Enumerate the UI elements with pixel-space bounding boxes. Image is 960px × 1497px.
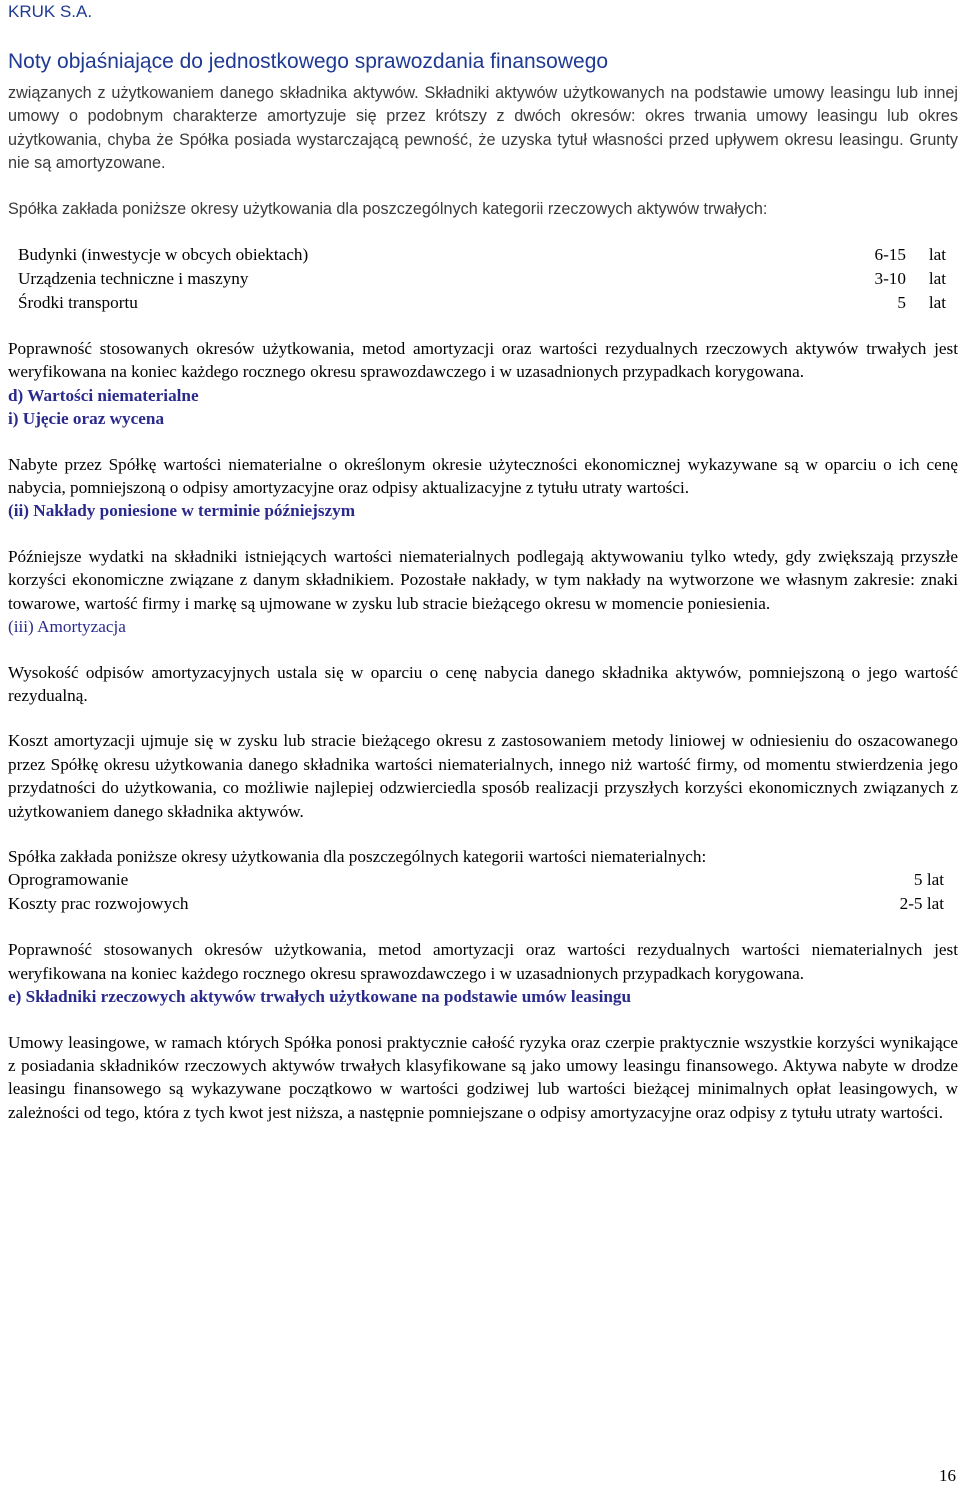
paragraph-depreciation-leasing: związanych z użytkowaniem danego składnika aktywów. Składniki aktywów użytkowanych na podstawie umowy leasingu lub innej umowy o podobnym charakterze amortyzuje się przez krótszy z dwóch okresów: okres trwania umowy leasingu lub okres użytkowania, chyba że Spółka posiada wystarczającą pewność, że uzyska tytuł własności przed upływem okresu leasingu. Grunty nie są amortyzowane. (8, 84, 958, 173)
paragraph-intangibles-periods-intro: Spółka zakłada poniższe okresy użytkowania dla poszczególnych kategorii wartości niematerialnych: (8, 846, 707, 866)
subsection-heading-recognition: i) Ujęcie oraz wycena (8, 409, 165, 429)
paragraph-amortization-cost: Koszt amortyzacji ujmuje się w zysku lub stracie bieżącego okresu z zastosowaniem metody liniowej w odniesieniu do oszacowanego przez Spółkę okresu użytkowania danego składnika wartości niematerialnych, innego niż wartość firmy, od momentu stwierdzenia jego przydatności do użytkowania, co możliwie najlepiej odzwierciedla sposób realizacji przyszłych korzyści ekonomicznych związanych z użytkowaniem danego składnika aktywów. (8, 731, 958, 821)
paragraph-leasing: Umowy leasingowe, w ramach których Spółka ponosi praktycznie całość ryzyka oraz czerpie praktycznie wszystkie korzyści wynikające z posiadania składników rzeczowych aktywów trwałych klasyfikowane są jako umowy leasingu finansowego. Aktywa nabyte w drodze leasingu finansowego są wykazywane początkowo w wartości godziwej lub wartości bieżącej minimalnych opłat leasingowych, w zależności od tego, która z tych kwot jest niższa, a następnie pomniejszane o odpisy amortyzacyjne oraz odpisy z tytułu utraty wartości. (8, 1032, 958, 1122)
period-cell: 3-10 (874, 269, 906, 289)
paragraph-fixed-assets-verification: Poprawność stosowanych okresów użytkowania, metod amortyzacji oraz wartości rezydualnych rzeczowych aktywów trwałych jest weryfikowana na koniec każdego rocznego okresu sprawozdawczego i w uzasadnionych przypadkach korygowana. (8, 339, 958, 382)
period-cell: 6-15 (874, 245, 906, 265)
subsection-heading-amortization: (iii) Amortyzacja (8, 617, 126, 637)
category-cell: Oprogramowanie (8, 870, 129, 890)
unit-cell: lat (928, 293, 946, 313)
paragraph-intangibles-recognition: Nabyte przez Spółkę wartości niematerialne o określonym okresie użyteczności ekonomicznej wykazywane są w oparciu o ich cenę nabycia, pomniejszoną o odpisy amortyzacyjne oraz odpisy aktualizacyjne z tytułu utraty wartości. (8, 454, 958, 498)
table-row (18, 291, 946, 315)
period-cell: 5 lat (913, 870, 944, 890)
subsection-heading-subsequent-expenditure: (ii) Nakłady poniesione w terminie późniejszym (8, 501, 356, 521)
table-row (18, 243, 946, 267)
document-title: Noty objaśniające do jednostkowego sprawozdania finansowego (8, 50, 609, 73)
category-cell: Budynki (inwestycje w obcych obiektach) (18, 245, 309, 265)
period-cell: 2-5 lat (899, 894, 944, 914)
period-cell: 5 (897, 293, 906, 313)
table-row (8, 892, 944, 916)
unit-cell: lat (928, 245, 946, 265)
company-name: KRUK S.A. (8, 2, 93, 21)
paragraph-fixed-assets-periods-intro: Spółka zakłada poniższe okresy użytkowania dla poszczególnych kategorii rzeczowych aktywów trwałych: (8, 199, 768, 218)
fixed-assets-periods-table (18, 243, 946, 315)
category-cell: Urządzenia techniczne i maszyny (18, 269, 249, 289)
intangibles-periods-table (8, 868, 944, 916)
page-number: 16 (939, 1466, 956, 1485)
section-heading-leasing: e) Składniki rzeczowych aktywów trwałych użytkowane na podstawie umów leasingu (8, 987, 632, 1007)
paragraph-amortization-basis: Wysokość odpisów amortyzacyjnych ustala się w oparciu o cenę nabycia danego składnika aktywów, pomniejszoną o jego wartość rezydualną. (8, 662, 958, 705)
paragraph-subsequent-expenditure: Późniejsze wydatki na składniki istniejących wartości niematerialnych podlegają aktywowaniu tylko wtedy, gdy zwiększają przyszłe korzyści ekonomiczne związane z danym składnikiem. Pozostałe nakłady, w tym nakłady na wytworzone we własnym zakresie: znaki towarowe, wartość firmy i markę są ujmowane w zysku lub stracie bieżącego okresu w momencie poniesienia. (8, 546, 958, 613)
unit-cell: lat (928, 269, 946, 289)
table-row (18, 267, 946, 291)
table-row (8, 868, 944, 892)
paragraph-intangibles-verification: Poprawność stosowanych okresów użytkowania, metod amortyzacji oraz wartości rezydualnych wartości niematerialnych jest weryfikowana na koniec każdego rocznego okresu sprawozdawczego i w uzasadnionych przypadkach korygowana. (8, 940, 958, 983)
document-body (8, 82, 958, 1124)
category-cell: Środki transportu (18, 293, 138, 313)
category-cell: Koszty prac rozwojowych (8, 894, 189, 914)
section-heading-intangibles: d) Wartości niematerialne (8, 385, 199, 405)
